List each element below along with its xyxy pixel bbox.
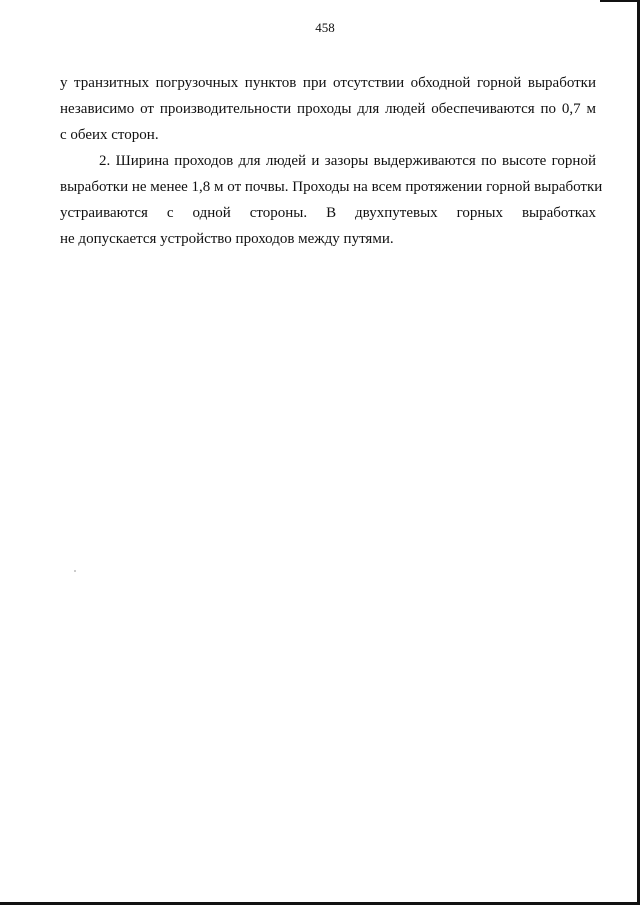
paragraph-2: [60, 148, 603, 252]
paragraph-line: не допускается устройство проходов между путями.: [60, 231, 394, 247]
paragraph-line: выработки не менее 1,8 м от почвы. Проходы на всем протяжении горной выработки: [60, 179, 603, 195]
paragraph-line: 2. Ширина проходов для людей и зазоры выдерживаются по высоте горной: [99, 153, 596, 169]
paragraph-line: независимо от производительности проходы для людей обеспечиваются по 0,7 м: [60, 101, 596, 117]
paragraph-line: устраиваются с одной стороны. В двухпутевых горных выработках: [60, 205, 596, 221]
page-number: 458: [315, 20, 335, 35]
scan-speck: [74, 570, 76, 572]
paragraph-line: с обеих сторон.: [60, 127, 159, 143]
scan-border-top: [600, 0, 640, 2]
paragraph-line: у транзитных погрузочных пунктов при отсутствии обходной горной выработки: [60, 75, 596, 91]
paragraph-1: [60, 70, 596, 148]
